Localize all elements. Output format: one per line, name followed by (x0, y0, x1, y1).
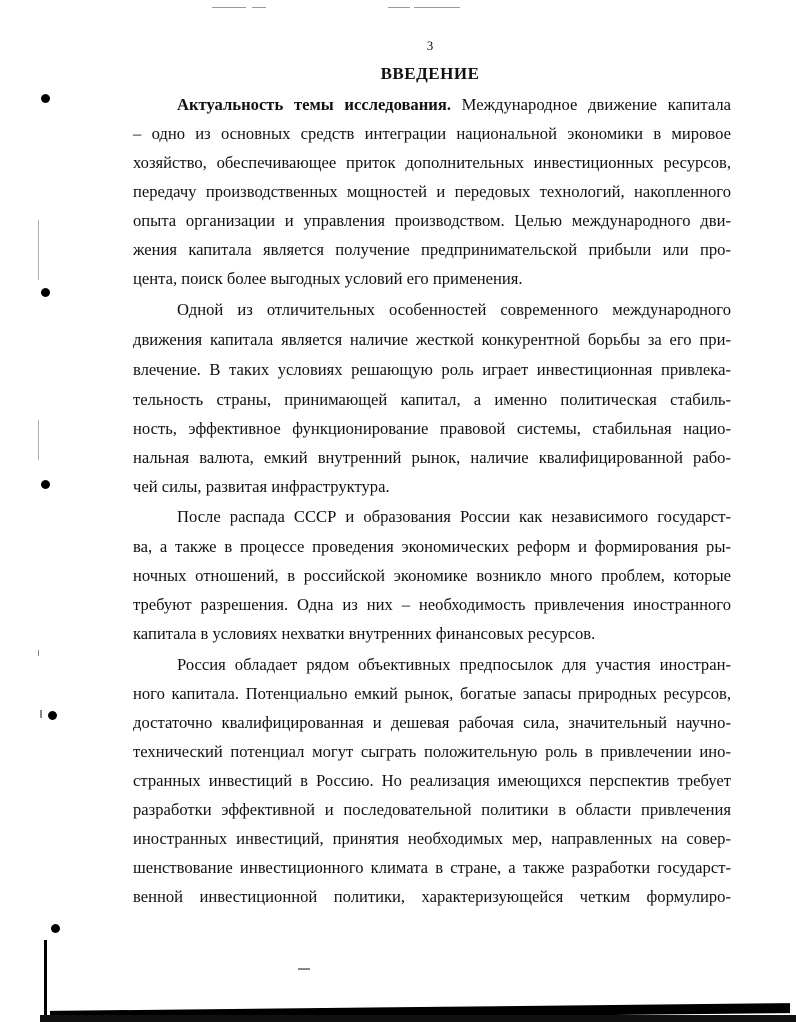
scan-speck (38, 650, 39, 656)
text-line: жения капитала является получение предпринимательской прибыли или про- (133, 240, 731, 259)
binder-hole-dot (41, 480, 50, 489)
scan-mark (212, 7, 246, 8)
text-line: разработки эффективной и последовательной политики в области привлечения (133, 800, 731, 819)
margin-rule (38, 220, 39, 280)
binder-hole-dot (41, 288, 50, 297)
text-line: шенствование инвестиционного климата в стране, а также разработки государст- (133, 858, 731, 877)
margin-rule (38, 420, 39, 460)
text-line: ность, эффективное функционирование правовой системы, стабильная нацио- (133, 419, 731, 438)
intro-bold-text: Актуальность темы исследования. (177, 95, 451, 114)
text-line: влечение. В таких условиях решающую роль играет инвестиционная привлека- (133, 360, 731, 379)
text-line: – одно из основных средств интеграции национальной экономики в мировое (133, 124, 731, 143)
scan-edge-left (44, 940, 47, 1020)
text-line: Одной из отличительных особенностей современного международного (177, 300, 731, 319)
text-line: тельность страны, принимающей капитал, а именно политическая стабиль- (133, 390, 731, 409)
text-line: странных инвестиций в Россию. Но реализация имеющихся перспектив требует (133, 771, 731, 790)
text-line (177, 95, 731, 115)
page-title: ВВЕДЕНИЕ (380, 64, 480, 83)
text-line: цента, поиск более выгодных условий его применения. (133, 269, 523, 288)
text-line: ва, а также в процессе проведения экономических реформ и формирования ры- (133, 537, 731, 556)
text-line: нальная валюта, емкий внутренний рынок, наличие квалифицированной рабо- (133, 448, 731, 467)
text-line: требуют разрешения. Одна из них – необходимость привлечения иностранного (133, 595, 731, 614)
text-line: венной инвестиционной политики, характеризующейся четким формулиро- (133, 887, 731, 906)
text-line: хозяйство, обеспечивающее приток дополнительных инвестиционных ресурсов, (133, 153, 731, 172)
scan-speck (40, 710, 42, 718)
scan-mark (414, 7, 460, 8)
text-line-content: Международное движение капитала (450, 95, 731, 114)
text-line: достаточно квалифицированная и дешевая рабочая сила, значительный научно- (133, 713, 731, 732)
text-line: опыта организации и управления производством. Целью международного дви- (133, 211, 731, 230)
binder-hole-dot (51, 924, 60, 933)
text-line: Россия обладает рядом объективных предпосылок для участия иностран- (177, 655, 731, 674)
text-line: капитала в условиях нехватки внутренних финансовых ресурсов. (133, 624, 596, 643)
page-number: 3 (426, 38, 434, 53)
text-line: передачу производственных мощностей и передовых технологий, накопленного (133, 182, 731, 201)
text-line: ночных отношений, в российской экономике возникло много проблем, которые (133, 566, 731, 585)
scan-mark (252, 7, 266, 8)
text-line: иностранных инвестиций, принятия необходимых мер, направленных на совер- (133, 829, 731, 848)
text-line: чей силы, развитая инфраструктура. (133, 477, 390, 496)
scan-speck (298, 968, 310, 970)
binder-hole-dot (48, 711, 57, 720)
text-line: движения капитала является наличие жесткой конкурентной борьбы за его при- (133, 330, 731, 349)
text-line: технический потенциал могут сыграть положительную роль в привлечении ино- (133, 742, 731, 761)
text-line: ного капитала. Потенциально емкий рынок, богатые запасы природных ресурсов, (133, 684, 731, 703)
scan-edge-bottom (40, 1015, 796, 1022)
scan-mark (388, 7, 410, 8)
text-line: После распада СССР и образования России как независимого государст- (177, 507, 731, 526)
binder-hole-dot (41, 94, 50, 103)
